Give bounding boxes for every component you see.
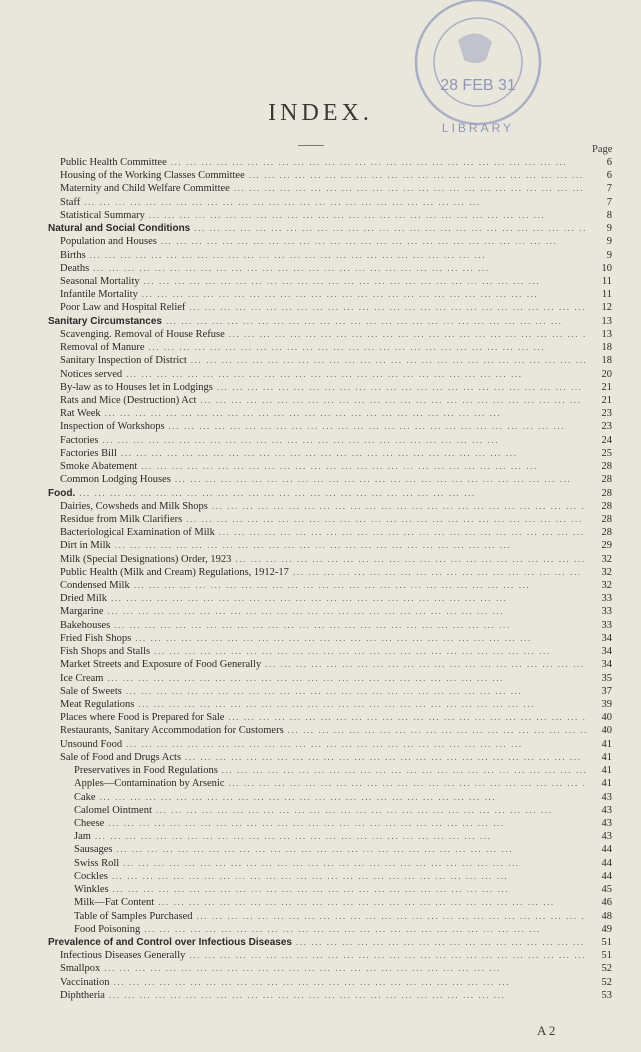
entry-page-number: 11 — [601, 275, 612, 287]
index-entry-row — [60, 751, 612, 764]
index-entry-row — [60, 619, 612, 632]
entry-page-number: 51 — [601, 950, 612, 962]
leader-dots — [182, 513, 586, 526]
leader-dots — [162, 315, 586, 328]
sub-entry-row — [74, 817, 612, 830]
index-entry-row — [60, 368, 612, 381]
leader-dots — [157, 235, 586, 248]
leader-dots — [284, 724, 586, 737]
leader-dots — [185, 949, 586, 962]
entry-page-number: 43 — [601, 791, 612, 803]
leader-dots — [187, 354, 586, 367]
entry-page-number: 33 — [601, 593, 612, 605]
entry-label: Vaccination — [60, 976, 110, 988]
leader-dots — [193, 910, 586, 923]
entry-page-number: 13 — [601, 315, 612, 327]
section-heading-row — [48, 487, 612, 500]
leader-dots — [89, 262, 586, 275]
entry-page-number: 43 — [601, 818, 612, 829]
sub-entry-row — [74, 830, 612, 843]
entry-page-number: 34 — [601, 646, 612, 658]
leader-dots — [99, 434, 587, 447]
sub-entry-row — [74, 764, 612, 777]
entry-label: Apples—Contamination by Arsenic — [74, 778, 225, 790]
index-entry-row — [60, 182, 612, 195]
entry-label: Infectious Diseases Generally — [60, 950, 186, 962]
index-entry-row — [60, 539, 612, 552]
leader-dots — [134, 698, 586, 711]
section-heading-row — [48, 936, 612, 949]
index-entry-row — [60, 698, 612, 711]
entry-page-number: 6 — [606, 170, 612, 182]
entry-page-number: 13 — [601, 328, 612, 340]
entry-page-number: 53 — [601, 989, 612, 1001]
sub-entry-row — [74, 896, 612, 909]
page-title: INDEX. — [268, 100, 373, 126]
entry-label: Statistical Summary — [60, 209, 145, 221]
leader-dots — [213, 381, 586, 394]
leader-dots — [140, 923, 586, 936]
entry-page-number: 34 — [601, 659, 612, 671]
entry-page-number: 46 — [601, 897, 612, 909]
entry-label: Fish Shops and Stalls — [60, 646, 151, 658]
entry-label: Staff — [60, 196, 81, 208]
index-entry-row — [60, 526, 612, 539]
entry-label: Dirt in Milk — [60, 540, 111, 552]
entry-page-number: 7 — [606, 183, 612, 195]
leader-dots — [167, 156, 586, 169]
leader-dots — [119, 857, 586, 870]
entry-label: Maternity and Child Welfare Committee — [60, 183, 230, 195]
page-column-header: Page — [592, 144, 613, 155]
entry-label: Infantile Mortality — [60, 289, 138, 301]
index-entry-row — [60, 341, 612, 354]
entry-page-number: 43 — [601, 831, 612, 843]
sub-entry-row — [74, 870, 612, 883]
entry-label: Factories Bill — [60, 447, 117, 459]
entry-label: Dried Milk — [60, 593, 107, 605]
entry-label: Milk—Fat Content — [74, 897, 155, 909]
entry-label: Condensed Milk — [60, 580, 130, 592]
index-entry-row — [60, 592, 612, 605]
entry-page-number: 34 — [601, 632, 612, 644]
leader-dots — [96, 791, 586, 804]
entry-page-number: 29 — [601, 540, 612, 552]
entry-label: Cockles — [74, 870, 108, 882]
entry-label: Seasonal Mortality — [60, 275, 140, 287]
sub-entry-row — [74, 857, 612, 870]
leader-dots — [145, 341, 586, 354]
leader-dots — [190, 222, 586, 235]
entry-label: Preservatives in Food Regulations — [74, 765, 218, 777]
index-entry-row — [60, 473, 612, 486]
entry-page-number: 24 — [601, 434, 612, 446]
leader-dots — [145, 209, 586, 222]
leader-dots — [224, 711, 586, 724]
index-entry-row — [60, 434, 612, 447]
index-entry-row — [60, 275, 612, 288]
entry-label: Jam — [74, 831, 91, 843]
entry-page-number: 37 — [601, 685, 612, 697]
entry-page-number: 33 — [601, 619, 612, 631]
index-entry-row — [60, 579, 612, 592]
entry-label: Sanitary Inspection of District — [60, 355, 187, 367]
sub-entry-row — [74, 843, 612, 856]
index-entry-row — [60, 288, 612, 301]
entry-label: Dairies, Cowsheds and Milk Shops — [60, 500, 208, 512]
entry-label: Smallpox — [60, 963, 101, 975]
entry-label: Sanitary Circumstances — [48, 315, 162, 327]
leader-dots — [185, 301, 586, 314]
entry-label: Margarine — [60, 606, 104, 618]
leader-dots — [231, 553, 586, 566]
entry-label: Diphtheria — [60, 989, 105, 1001]
index-entry-row — [60, 262, 612, 275]
index-entry-row — [60, 394, 612, 407]
entry-page-number: 18 — [601, 355, 612, 367]
index-entry-row — [60, 949, 612, 962]
index-entry-row — [60, 354, 612, 367]
index-entry-row — [60, 711, 612, 724]
entry-page-number: 44 — [601, 870, 612, 882]
entry-page-number: 23 — [601, 421, 612, 433]
leader-dots — [111, 539, 586, 552]
entry-page-number: 12 — [601, 302, 612, 314]
section-heading-row — [48, 315, 612, 328]
entry-label: Poor Law and Hospital Relief — [60, 302, 186, 314]
entry-page-number: 28 — [601, 500, 612, 512]
entry-page-number: 52 — [601, 976, 612, 988]
index-entry-row — [60, 447, 612, 460]
entry-label: Prevalence of and Control over Infectious Diseases — [48, 936, 292, 948]
entry-page-number: 45 — [601, 884, 612, 896]
entry-page-number: 25 — [601, 447, 612, 459]
index-entry-row — [60, 672, 612, 685]
entry-page-number: 51 — [601, 936, 612, 948]
leader-dots — [230, 182, 586, 195]
entry-label: Population and Houses — [60, 236, 157, 248]
entry-page-number: 9 — [606, 223, 612, 235]
index-entry-row — [60, 156, 612, 169]
entry-page-number: 44 — [601, 857, 612, 869]
sub-entry-row — [74, 804, 612, 817]
leader-dots — [101, 407, 586, 420]
entry-page-number: 11 — [601, 289, 612, 301]
entry-label: Births — [60, 249, 86, 261]
index-entry-row — [60, 553, 612, 566]
entry-page-number: 48 — [601, 910, 612, 922]
entry-label: Unsound Food — [60, 738, 123, 750]
entry-page-number: 32 — [601, 580, 612, 592]
index-entry-row — [60, 381, 612, 394]
leader-dots — [104, 605, 586, 618]
entry-page-number: 23 — [601, 408, 612, 420]
entry-label: Table of Samples Purchased — [74, 910, 193, 922]
index-entry-row — [60, 169, 612, 182]
entry-page-number: 28 — [601, 527, 612, 539]
entry-page-number: 43 — [601, 804, 612, 816]
leader-dots — [171, 473, 586, 486]
leader-dots — [196, 394, 586, 407]
entry-page-number: 6 — [606, 157, 612, 168]
entry-label: Deaths — [60, 262, 90, 274]
entry-label: Winkles — [74, 884, 109, 896]
entry-label: Common Lodging Houses — [60, 474, 171, 486]
leader-dots — [75, 487, 586, 500]
index-entry-row — [60, 420, 612, 433]
entry-label: Smoke Abatement — [60, 461, 138, 473]
leader-dots — [165, 420, 586, 433]
entry-page-number: 21 — [601, 394, 612, 406]
entry-label: Cake — [74, 791, 96, 803]
index-entry-row — [60, 460, 612, 473]
entry-label: Food Poisoning — [74, 923, 141, 935]
entry-page-number: 52 — [601, 963, 612, 975]
entry-label: Swiss Roll — [74, 857, 120, 869]
sub-entry-row — [74, 777, 612, 790]
leader-dots — [122, 685, 586, 698]
entry-label: Cheese — [74, 818, 105, 829]
entry-label: Public Health (Milk and Cream) Regulations, 1912-17 — [60, 566, 289, 578]
leader-dots — [113, 843, 587, 856]
leader-dots — [110, 976, 586, 989]
leader-dots — [108, 870, 586, 883]
leader-dots — [181, 751, 586, 764]
leader-dots — [107, 592, 586, 605]
index-entry-row — [60, 328, 612, 341]
leader-dots — [103, 672, 586, 685]
entry-page-number: 32 — [601, 566, 612, 578]
sub-entry-row — [74, 923, 612, 936]
index-entry-row — [60, 685, 612, 698]
leader-dots — [86, 249, 586, 262]
entry-label: Restaurants, Sanitary Accommodation for Customers — [60, 725, 284, 737]
entry-page-number: 35 — [601, 672, 612, 684]
leader-dots — [292, 936, 586, 949]
leader-dots — [208, 500, 586, 513]
entry-page-number: 40 — [601, 725, 612, 737]
stamp-date: 28 FEB 31 — [440, 77, 516, 94]
leader-dots — [218, 764, 586, 777]
stamp-library-text: LIBRARY — [441, 121, 515, 135]
entry-label: Places where Food is Prepared for Sale — [60, 712, 225, 724]
index-entry-row — [60, 632, 612, 645]
leader-dots — [140, 275, 586, 288]
leader-dots — [130, 579, 586, 592]
leader-dots — [100, 962, 586, 975]
leader-dots — [117, 447, 586, 460]
entry-page-number: 18 — [601, 342, 612, 354]
index-entry-row — [60, 249, 612, 262]
leader-dots — [215, 526, 586, 539]
entry-page-number: 21 — [601, 381, 612, 393]
leader-dots — [80, 196, 586, 209]
entry-label: Sale of Food and Drugs Acts — [60, 751, 182, 763]
leader-dots — [152, 804, 586, 817]
index-entry-row — [60, 407, 612, 420]
entry-label: Milk (Special Designations) Order, 1923 — [60, 553, 232, 565]
entry-label: Scavenging. Removal of House Refuse — [60, 328, 225, 340]
index-entry-row — [60, 196, 612, 209]
leader-dots — [110, 619, 586, 632]
entry-page-number: 40 — [601, 712, 612, 724]
index-entry-row — [60, 605, 612, 618]
entry-label: Rats and Mice (Destruction) Act — [60, 394, 197, 406]
index-entry-row — [60, 645, 612, 658]
entry-page-number: 33 — [601, 606, 612, 618]
index-entry-row — [60, 989, 612, 1002]
index-entry-row — [60, 235, 612, 248]
entry-page-number: 49 — [601, 923, 612, 935]
index-entry-row — [60, 209, 612, 222]
entry-label: Sausages — [74, 844, 113, 856]
entry-page-number: 9 — [606, 236, 612, 248]
entry-page-number: 28 — [601, 461, 612, 473]
index-entry-row — [60, 962, 612, 975]
entry-page-number: 32 — [601, 553, 612, 565]
entry-page-number: 41 — [601, 765, 612, 777]
index-entry-row — [60, 976, 612, 989]
sub-entry-row — [74, 883, 612, 896]
index-entry-row — [60, 513, 612, 526]
entry-label: Meat Regulations — [60, 699, 135, 711]
leader-dots — [225, 328, 586, 341]
leader-dots — [137, 460, 586, 473]
page-signature: A 2 — [537, 1023, 556, 1038]
entry-label: Food. — [48, 487, 76, 499]
entry-label: Notices served — [60, 368, 123, 380]
entry-page-number: 28 — [601, 513, 612, 525]
index-entry-row — [60, 658, 612, 671]
entry-label: Residue from Milk Clarifiers — [60, 513, 183, 525]
leader-dots — [138, 288, 586, 301]
index-entry-row — [60, 301, 612, 314]
entry-label: Public Health Committee — [60, 157, 167, 168]
entry-label: Factories — [60, 434, 99, 446]
index-entry-row — [60, 724, 612, 737]
leader-dots — [131, 632, 586, 645]
entry-page-number: 41 — [601, 738, 612, 750]
leader-dots — [91, 830, 586, 843]
leader-dots — [104, 817, 586, 830]
entry-page-number: 44 — [601, 844, 612, 856]
index-entry-row — [60, 566, 612, 579]
leader-dots — [122, 738, 586, 751]
entry-page-number: 39 — [601, 699, 612, 711]
entry-label: Rat Week — [60, 408, 101, 420]
leader-dots — [150, 645, 586, 658]
entry-page-number: 10 — [601, 262, 612, 274]
leader-dots — [245, 169, 586, 182]
section-heading-row — [48, 222, 612, 235]
entry-page-number: 41 — [601, 751, 612, 763]
index-entry-row — [60, 500, 612, 513]
leader-dots — [289, 566, 586, 579]
entry-label: Natural and Social Conditions — [48, 223, 191, 235]
entry-label: Calomel Ointment — [74, 804, 152, 816]
entry-label: Fried Fish Shops — [60, 632, 132, 644]
entry-page-number: 9 — [606, 249, 612, 261]
entry-label: Bakehouses — [60, 619, 111, 631]
entry-label: Ice Cream — [60, 672, 104, 684]
entry-page-number: 20 — [601, 368, 612, 380]
sub-entry-row — [74, 791, 612, 804]
entry-page-number: 28 — [601, 474, 612, 486]
leader-dots — [109, 883, 586, 896]
leader-dots — [105, 989, 586, 1002]
leader-dots — [224, 777, 586, 790]
entry-label: Inspection of Workshops — [60, 421, 165, 433]
sub-entry-row — [74, 910, 612, 923]
entry-label: Housing of the Working Classes Committee — [60, 170, 245, 182]
entry-label: Bacteriological Examination of Milk — [60, 527, 215, 539]
entry-page-number: 41 — [601, 778, 612, 790]
entry-label: Market Streets and Exposure of Food Generally — [60, 659, 262, 671]
leader-dots — [154, 896, 586, 909]
index-entry-row — [60, 738, 612, 751]
entry-label: Removal of Manure — [60, 342, 145, 354]
entry-page-number: 8 — [606, 209, 612, 221]
entry-label: By-law as to Houses let in Lodgings — [60, 381, 213, 393]
entry-page-number: 28 — [601, 487, 612, 499]
leader-dots — [261, 658, 586, 671]
entry-label: Sale of Sweets — [60, 685, 122, 697]
entry-page-number: 7 — [606, 196, 612, 208]
leader-dots — [122, 368, 586, 381]
